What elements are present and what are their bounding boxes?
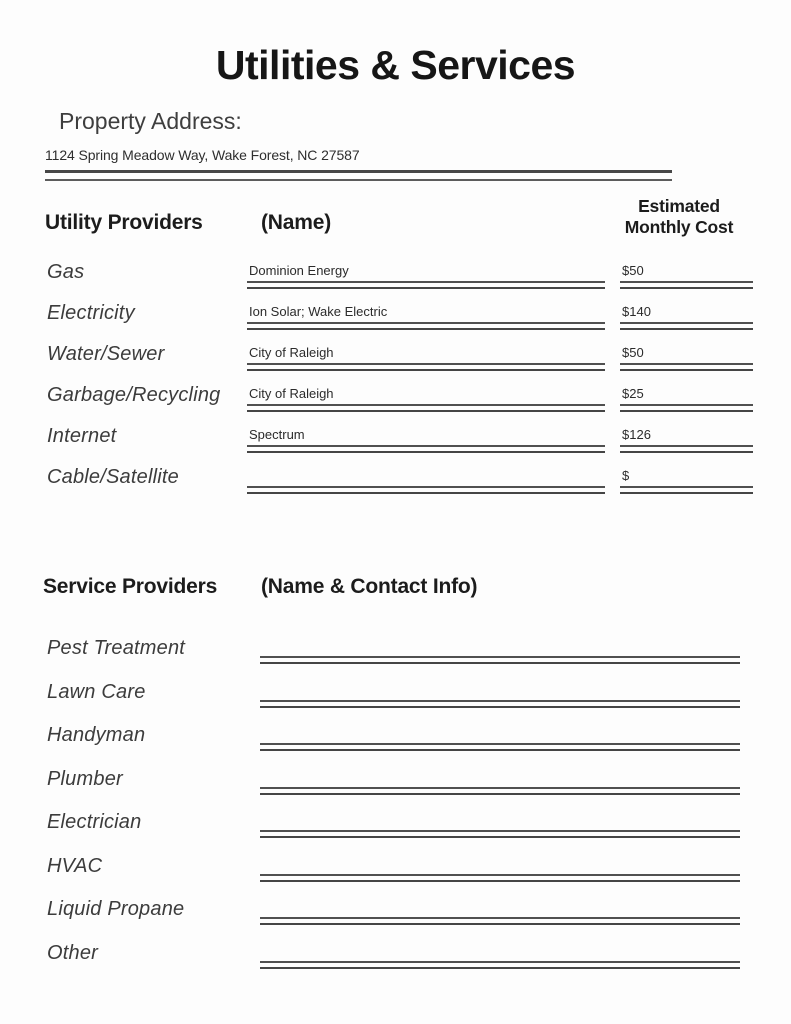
cost-heading-line1: Estimated [638, 196, 720, 216]
estimated-monthly-cost-heading [605, 196, 753, 238]
write-line [247, 445, 605, 453]
service-contact-field[interactable] [260, 812, 740, 838]
utility-cost-field[interactable] [620, 386, 753, 412]
utility-providers-heading: Utility Providers [45, 211, 203, 234]
utility-row-electricity [45, 294, 753, 330]
write-line [620, 445, 753, 453]
service-label: Handyman [47, 724, 146, 746]
service-contact-field[interactable] [260, 769, 740, 795]
service-contact-value [260, 899, 740, 914]
utility-name-value: Ion Solar; Wake Electric [249, 304, 388, 319]
utility-cost-value: $ [622, 468, 630, 483]
service-contact-field[interactable] [260, 943, 740, 969]
service-label: Pest Treatment [47, 637, 186, 659]
service-label: Lawn Care [47, 681, 146, 703]
write-line [247, 404, 605, 412]
utility-cost-field[interactable] [620, 345, 753, 371]
write-line [620, 322, 753, 330]
write-line [247, 322, 605, 330]
write-line [620, 281, 753, 289]
utility-label: Gas [47, 261, 85, 283]
write-line [260, 830, 740, 838]
utility-row-cable-satellite [45, 458, 753, 494]
write-line [247, 486, 605, 494]
write-line [260, 743, 740, 751]
utility-label: Water/Sewer [47, 343, 165, 365]
service-row-liquid-propane [45, 889, 740, 925]
utility-label: Garbage/Recycling [47, 384, 221, 406]
write-line [260, 787, 740, 795]
utility-label: Cable/Satellite [47, 466, 179, 488]
utility-name-field[interactable] [247, 427, 605, 453]
page-title: Utilities & Services [215, 42, 576, 88]
utility-row-gas [45, 253, 753, 289]
utility-row-garbage-recycling [45, 376, 753, 412]
utility-name-field[interactable] [247, 263, 605, 289]
service-providers-heading: Service Providers [43, 575, 218, 598]
service-contact-field[interactable] [260, 725, 740, 751]
address-underline [45, 170, 672, 181]
service-label: Plumber [47, 768, 123, 790]
service-contact-value [260, 725, 740, 740]
utility-row-internet [45, 417, 753, 453]
utility-name-field[interactable] [247, 468, 605, 494]
utility-cost-value: $25 [622, 386, 644, 401]
utility-cost-field[interactable] [620, 468, 753, 494]
utility-name-field[interactable] [247, 304, 605, 330]
service-contact-field[interactable] [260, 856, 740, 882]
write-line [620, 486, 753, 494]
utility-name-value: Dominion Energy [249, 263, 349, 278]
utility-cost-field[interactable] [620, 427, 753, 453]
write-line [260, 700, 740, 708]
service-row-lawn-care [45, 672, 740, 708]
utility-row-water-sewer [45, 335, 753, 371]
cost-heading-line2: Monthly Cost [624, 217, 734, 237]
utility-name-value: City of Raleigh [249, 386, 334, 401]
service-row-plumber [45, 759, 740, 795]
utility-name-value: Spectrum [249, 427, 305, 442]
write-line [620, 404, 753, 412]
service-contact-value [260, 856, 740, 871]
write-line [247, 363, 605, 371]
utility-name-field[interactable] [247, 386, 605, 412]
property-address-label: Property Address: [59, 108, 242, 134]
service-label: HVAC [47, 855, 103, 877]
service-contact-subheading: (Name & Contact Info) [261, 575, 478, 598]
utility-name-subheading: (Name) [261, 211, 331, 234]
service-label: Liquid Propane [47, 898, 185, 920]
service-contact-value [260, 943, 740, 958]
service-contact-value [260, 638, 740, 653]
write-line [247, 281, 605, 289]
service-row-other [45, 933, 740, 969]
utility-cost-value: $50 [622, 263, 644, 278]
write-line [260, 656, 740, 664]
property-address-value: 1124 Spring Meadow Way, Wake Forest, NC 27587 [45, 147, 360, 163]
service-row-handyman [45, 715, 740, 751]
service-contact-field[interactable] [260, 682, 740, 708]
utility-name-field[interactable] [247, 345, 605, 371]
utility-cost-value: $140 [622, 304, 651, 319]
write-line [260, 917, 740, 925]
service-contact-field[interactable] [260, 638, 740, 664]
service-contact-value [260, 812, 740, 827]
service-row-pest-treatment [45, 628, 740, 664]
service-contact-field[interactable] [260, 899, 740, 925]
service-contact-value [260, 769, 740, 784]
utility-cost-field[interactable] [620, 304, 753, 330]
utility-label: Internet [47, 425, 117, 447]
service-row-electrician [45, 802, 740, 838]
write-line [620, 363, 753, 371]
utility-cost-value: $126 [622, 427, 651, 442]
utility-name-value [247, 468, 605, 483]
utility-cost-field[interactable] [620, 263, 753, 289]
service-contact-value [260, 682, 740, 697]
utility-cost-value: $50 [622, 345, 644, 360]
write-line [260, 874, 740, 882]
utility-label: Electricity [47, 302, 135, 324]
write-line [260, 961, 740, 969]
utility-name-value: City of Raleigh [249, 345, 334, 360]
service-label: Other [47, 942, 99, 964]
service-label: Electrician [47, 811, 142, 833]
service-row-hvac [45, 846, 740, 882]
